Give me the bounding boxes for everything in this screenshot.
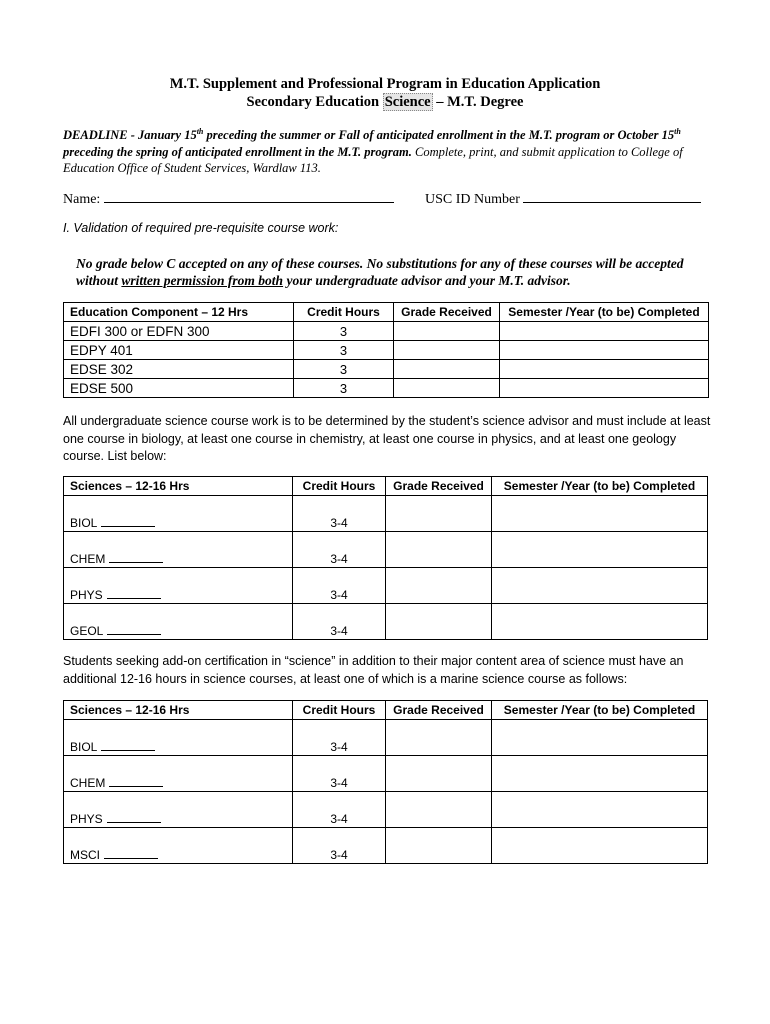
grade-received-cell[interactable]	[386, 604, 492, 640]
sciences-table	[63, 476, 708, 640]
table-header-row	[64, 701, 708, 720]
course-number-blank[interactable]	[107, 587, 161, 599]
table-row	[64, 756, 708, 792]
semester-completed-cell[interactable]	[500, 360, 709, 379]
table-row	[64, 828, 708, 864]
header-sciences: Sciences – 12-16 Hrs	[64, 477, 293, 496]
header-education-component: Education Component – 12 Hrs	[64, 303, 294, 322]
course-name: EDFI 300 or EDFN 300	[64, 322, 294, 341]
course-prefix: GEOL	[70, 624, 104, 638]
deadline-notice	[63, 127, 713, 177]
page-title: M.T. Supplement and Professional Program in Education Application	[169, 76, 601, 92]
credit-hours: 3	[294, 379, 394, 398]
name-label: Name:	[63, 192, 101, 207]
table-row	[64, 496, 708, 532]
usc-id-input-line[interactable]	[523, 190, 701, 203]
grade-received-cell[interactable]	[386, 792, 492, 828]
deadline-mid: preceding the summer or Fall of anticipated enrollment in the M.T. program or October 15	[203, 128, 675, 142]
course-name	[64, 568, 293, 604]
usc-id-field	[425, 190, 701, 208]
course-number-blank[interactable]	[104, 847, 158, 859]
semester-completed-cell[interactable]	[492, 828, 708, 864]
add-on-certification-paragraph: Students seeking add-on certification in “science” in addition to their major content area of science must have an additional 12-16 hours in science courses, at least one of which is a marine science course as follows:	[63, 654, 684, 686]
science-requirement-paragraph: All undergraduate science course work is to be determined by the student’s science advisor and must include at least one course in biology, at least one course in chemistry, at least one course in physics, and at least one geology course. List below:	[63, 414, 711, 463]
credit-hours: 3-4	[293, 720, 386, 756]
course-name	[64, 532, 293, 568]
deadline-sup1: th	[196, 126, 204, 136]
warning-line-a: No grade below C accepted on any of these courses. No substitutions for any of these courses will be accepted without	[76, 256, 684, 288]
table-row	[64, 379, 709, 398]
credit-hours: 3	[294, 360, 394, 379]
header-credit-hours: Credit Hours	[293, 477, 386, 496]
semester-completed-cell[interactable]	[500, 379, 709, 398]
table-header-row	[64, 303, 709, 322]
grade-received-cell[interactable]	[394, 341, 500, 360]
course-prefix: BIOL	[70, 516, 98, 530]
semester-completed-cell[interactable]	[500, 322, 709, 341]
usc-id-label: USC ID Number	[425, 192, 520, 207]
course-name	[64, 756, 293, 792]
education-component-table	[63, 302, 709, 398]
header-grade-received: Grade Received	[386, 701, 492, 720]
header-semester-completed: Semester /Year (to be) Completed	[500, 303, 709, 322]
course-prefix: BIOL	[70, 740, 98, 754]
grade-received-cell[interactable]	[394, 379, 500, 398]
header-grade-received: Grade Received	[394, 303, 500, 322]
credit-hours: 3-4	[293, 568, 386, 604]
deadline-label: DEADLINE - January 15	[63, 128, 197, 142]
table-row	[64, 360, 709, 379]
add-on-sciences-table	[63, 700, 708, 864]
science-form-field[interactable]: Science	[384, 94, 431, 110]
table-row	[64, 322, 709, 341]
semester-completed-cell[interactable]	[492, 604, 708, 640]
header-grade-received: Grade Received	[386, 477, 492, 496]
table-row	[64, 532, 708, 568]
course-number-blank[interactable]	[107, 811, 161, 823]
course-prefix: CHEM	[70, 776, 106, 790]
semester-completed-cell[interactable]	[492, 532, 708, 568]
grade-warning	[76, 255, 726, 289]
grade-received-cell[interactable]	[386, 532, 492, 568]
deadline-sup2: th	[674, 126, 681, 136]
semester-completed-cell[interactable]	[500, 341, 709, 360]
credit-hours: 3-4	[293, 532, 386, 568]
course-name	[64, 496, 293, 532]
course-name: EDSE 500	[64, 379, 294, 398]
grade-received-cell[interactable]	[386, 720, 492, 756]
name-field	[63, 190, 394, 208]
subtitle-pre: Secondary Education	[246, 94, 383, 110]
semester-completed-cell[interactable]	[492, 568, 708, 604]
warning-underlined: written permission from both	[121, 273, 284, 288]
deadline-bold-tail: preceding the spring of anticipated enrollment in the M.T. program.	[63, 144, 412, 159]
course-number-blank[interactable]	[101, 515, 155, 527]
grade-received-cell[interactable]	[386, 568, 492, 604]
header-credit-hours: Credit Hours	[294, 303, 394, 322]
course-number-blank[interactable]	[109, 775, 163, 787]
course-prefix: PHYS	[70, 588, 103, 602]
deadline-instructions: Complete, print, and submit application to College of Education Office of Student Services, Wardlaw 113.	[63, 144, 683, 175]
credit-hours: 3	[294, 341, 394, 360]
table-header-row	[64, 477, 708, 496]
semester-completed-cell[interactable]	[492, 720, 708, 756]
credit-hours: 3-4	[293, 828, 386, 864]
course-name	[64, 720, 293, 756]
grade-received-cell[interactable]	[386, 756, 492, 792]
course-name	[64, 792, 293, 828]
grade-received-cell[interactable]	[386, 496, 492, 532]
table-row	[64, 341, 709, 360]
semester-completed-cell[interactable]	[492, 496, 708, 532]
table-row	[64, 604, 708, 640]
credit-hours: 3	[294, 322, 394, 341]
credit-hours: 3-4	[293, 756, 386, 792]
course-name: EDPY 401	[64, 341, 294, 360]
header-semester-completed: Semester /Year (to be) Completed	[492, 701, 708, 720]
course-number-blank[interactable]	[101, 739, 155, 751]
table-row	[64, 792, 708, 828]
subtitle-post: – M.T. Degree	[432, 94, 524, 110]
course-prefix: CHEM	[70, 552, 106, 566]
page-subtitle	[0, 93, 770, 111]
grade-received-cell[interactable]	[394, 360, 500, 379]
semester-completed-cell[interactable]	[492, 756, 708, 792]
course-name	[64, 828, 293, 864]
credit-hours: 3-4	[293, 496, 386, 532]
credit-hours: 3-4	[293, 792, 386, 828]
header-sciences: Sciences – 12-16 Hrs	[64, 701, 293, 720]
course-prefix: MSCI	[70, 848, 100, 862]
course-name: EDSE 302	[64, 360, 294, 379]
warning-line-b: your undergraduate advisor and your M.T. advisor.	[283, 273, 571, 288]
course-number-blank[interactable]	[109, 551, 163, 563]
section-i-heading: I. Validation of required pre-requisite course work:	[63, 221, 339, 235]
header-semester-completed: Semester /Year (to be) Completed	[492, 477, 708, 496]
table-row	[64, 568, 708, 604]
grade-received-cell[interactable]	[386, 828, 492, 864]
course-prefix: PHYS	[70, 812, 103, 826]
credit-hours: 3-4	[293, 604, 386, 640]
table-row	[64, 720, 708, 756]
semester-completed-cell[interactable]	[492, 792, 708, 828]
header-credit-hours: Credit Hours	[293, 701, 386, 720]
course-name	[64, 604, 293, 640]
grade-received-cell[interactable]	[394, 322, 500, 341]
course-number-blank[interactable]	[107, 623, 161, 635]
name-input-line[interactable]	[104, 190, 394, 203]
